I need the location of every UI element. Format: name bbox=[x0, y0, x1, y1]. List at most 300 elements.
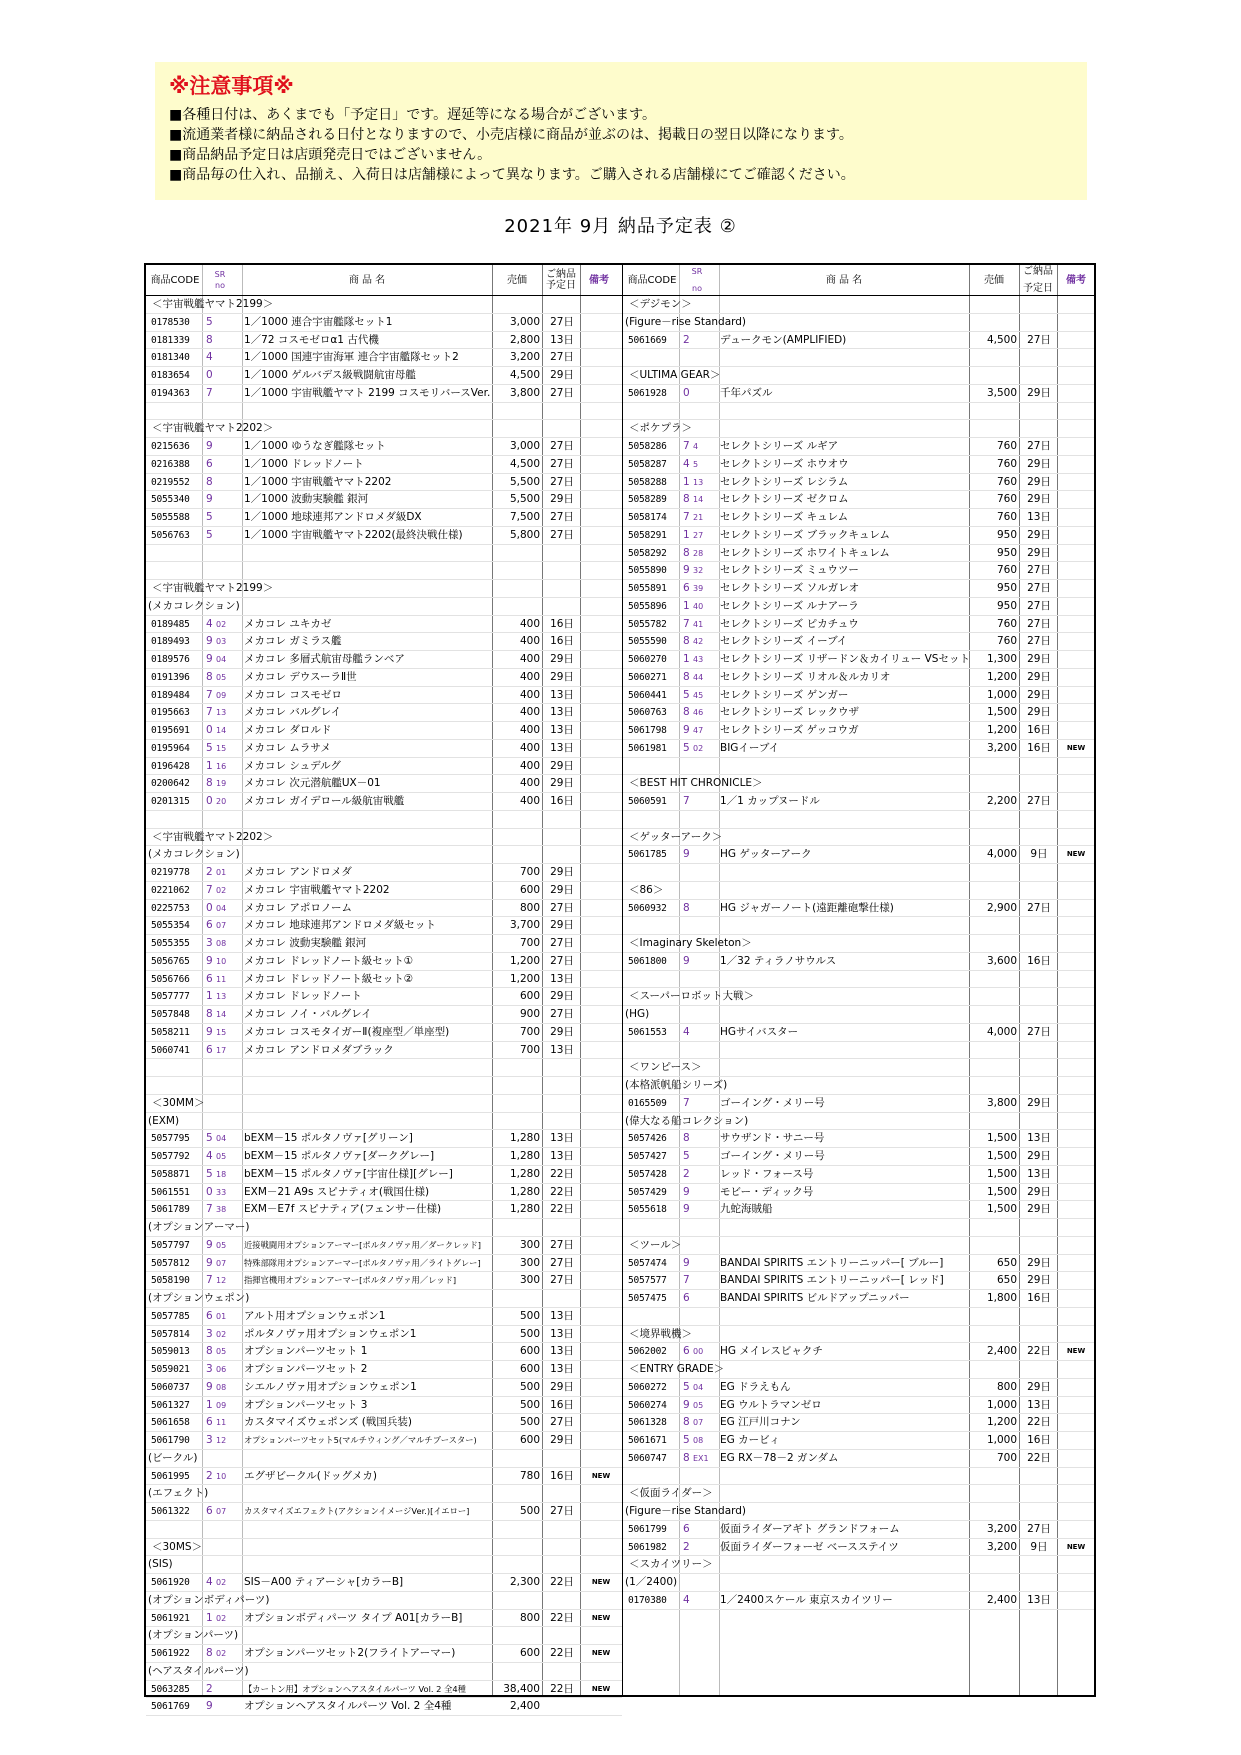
subsection-title: (1／2400) bbox=[625, 1576, 678, 1588]
table-row bbox=[623, 1272, 1094, 1290]
table-row bbox=[623, 953, 1094, 971]
table-row bbox=[623, 1290, 1094, 1308]
product-code: 0195691 bbox=[151, 725, 190, 736]
product-code: 5061928 bbox=[628, 387, 667, 399]
delivery-date: 29日 bbox=[550, 1434, 574, 1446]
section-row bbox=[146, 296, 622, 314]
product-name: 1／1 カップヌードル bbox=[720, 795, 820, 807]
series-number: 10 bbox=[216, 956, 227, 966]
series-number: 13 bbox=[216, 992, 227, 1002]
check-digit: 6 bbox=[683, 1292, 690, 1304]
table-row bbox=[623, 385, 1094, 403]
series-number: 41 bbox=[693, 619, 704, 629]
price: 800 bbox=[996, 1380, 1017, 1393]
product-code: 5061981 bbox=[628, 742, 667, 754]
series-number: 39 bbox=[693, 584, 704, 593]
check-digit: 2 bbox=[683, 1540, 690, 1553]
section-title: ＜スーパーロボット大戦＞ bbox=[629, 990, 754, 1003]
delivery-date: 29日 bbox=[1027, 1203, 1051, 1216]
check-digit: 9 bbox=[683, 724, 690, 736]
check-digit: 7 bbox=[206, 688, 213, 701]
header-price: 売価 bbox=[984, 274, 1004, 286]
product-code: 5055354 bbox=[151, 920, 190, 932]
check-digit: 6 bbox=[206, 1416, 213, 1429]
section-row bbox=[623, 935, 1094, 953]
product-name: セレクトシリーズ ホワイトキュレム bbox=[720, 546, 890, 559]
subsection-title: (オプションアーマー) bbox=[148, 1221, 250, 1233]
section-title: ＜BEST HIT CHRONICLE＞ bbox=[629, 777, 763, 790]
product-name: EG ドラえもん bbox=[720, 1380, 791, 1393]
product-name: セレクトシリーズ イーブイ bbox=[720, 635, 848, 648]
series-number: 07 bbox=[693, 1418, 704, 1428]
delivery-date: 22日 bbox=[550, 1682, 574, 1695]
series-number: 02 bbox=[216, 1613, 227, 1623]
price: 300 bbox=[519, 1274, 540, 1287]
table-row bbox=[146, 1574, 622, 1592]
table-row bbox=[623, 1343, 1094, 1361]
section-title: ＜宇宙戦艦ヤマト2199＞ bbox=[152, 582, 274, 594]
product-code: 0225753 bbox=[151, 902, 190, 914]
product-name: 指揮官機用オプションアーマー[ポルタノヴァ用／レッド] bbox=[244, 1275, 457, 1286]
check-digit: 0 bbox=[206, 369, 213, 381]
check-digit: 4 bbox=[683, 1593, 690, 1606]
check-digit: 9 bbox=[683, 1256, 690, 1269]
check-digit: 9 bbox=[206, 1256, 213, 1269]
check-digit: 1 bbox=[683, 653, 690, 665]
table-row bbox=[146, 474, 622, 492]
section-title: ＜Imaginary Skeleton＞ bbox=[629, 937, 752, 949]
product-name: 仮面ライダーフォーゼ ベースステイツ bbox=[720, 1540, 899, 1553]
check-digit: 4 bbox=[206, 351, 213, 364]
product-name: 1／1000 ゆうなぎ艦隊セット bbox=[244, 440, 386, 452]
check-digit: 7 bbox=[683, 511, 690, 523]
product-code: 0221062 bbox=[151, 884, 190, 896]
product-name: オプションボディパーツ タイプ A01[カラーB] bbox=[244, 1611, 463, 1624]
check-digit: 5 bbox=[206, 1132, 213, 1145]
check-digit: 5 bbox=[206, 528, 213, 541]
delivery-date: 27日 bbox=[550, 315, 574, 328]
new-badge: NEW bbox=[1066, 850, 1086, 859]
price: 760 bbox=[996, 617, 1017, 630]
delivery-date: 22日 bbox=[550, 1167, 574, 1180]
price: 2,400 bbox=[986, 1593, 1017, 1606]
price: 1,500 bbox=[986, 1150, 1017, 1162]
product-name: 1／1000 宇宙戦艦ヤマト 2199 コスモリバースVer. bbox=[244, 386, 491, 399]
check-digit: 4 bbox=[683, 1025, 690, 1038]
blank-row bbox=[146, 1521, 622, 1539]
product-name: メカコレ コスモゼロ bbox=[244, 688, 342, 701]
product-code: 0165509 bbox=[628, 1097, 667, 1109]
product-code: 5061669 bbox=[628, 334, 667, 346]
delivery-date: 29日 bbox=[1027, 546, 1051, 559]
price: 1,200 bbox=[986, 670, 1017, 683]
delivery-date: 16日 bbox=[1027, 724, 1051, 736]
series-number: 12 bbox=[216, 1276, 227, 1286]
check-digit: 8 bbox=[683, 1451, 690, 1464]
section-row bbox=[623, 1237, 1094, 1255]
delivery-date: 13日 bbox=[550, 741, 574, 754]
check-digit: 8 bbox=[683, 670, 690, 683]
product-name: SIS－A00 ティアーシャ[カラーB] bbox=[244, 1576, 404, 1588]
product-code: 5058291 bbox=[628, 529, 667, 541]
delivery-date: 13日 bbox=[1027, 511, 1051, 523]
blank-row bbox=[146, 545, 622, 563]
product-code: 5061798 bbox=[628, 725, 667, 736]
product-name: BANDAI SPIRITS ビルドアップニッパー bbox=[720, 1292, 910, 1304]
check-digit: 9 bbox=[206, 954, 213, 967]
subsection-row bbox=[146, 598, 622, 616]
price: 4,500 bbox=[509, 457, 540, 470]
blank-row bbox=[146, 1059, 622, 1077]
series-number: 16 bbox=[216, 761, 227, 771]
product-name: 1／32 ティラノサウルス bbox=[720, 954, 837, 967]
series-number: 44 bbox=[693, 672, 704, 682]
product-name: BIGイーブイ bbox=[720, 741, 779, 754]
series-number: 40 bbox=[693, 601, 704, 611]
table-row bbox=[146, 1645, 622, 1663]
subsection-title: (Figure－rise Standard) bbox=[625, 1505, 747, 1517]
price: 1,300 bbox=[986, 653, 1017, 665]
table-row bbox=[146, 1148, 622, 1166]
delivery-date: 13日 bbox=[550, 333, 574, 346]
price: 600 bbox=[519, 883, 540, 896]
series-number: 20 bbox=[216, 797, 227, 806]
price: 2,400 bbox=[986, 1345, 1017, 1358]
product-name: bEXM－15 ポルタノヴァ[宇宙仕様][グレー] bbox=[244, 1167, 453, 1180]
subsection-title: (SIS) bbox=[148, 1558, 173, 1571]
product-name: BANDAI SPIRITS エントリーニッパー[ レッド] bbox=[720, 1274, 944, 1287]
delivery-date: 13日 bbox=[550, 1309, 574, 1322]
delivery-date: 27日 bbox=[550, 954, 574, 967]
delivery-date: 29日 bbox=[1027, 528, 1051, 541]
price: 1,000 bbox=[986, 1398, 1017, 1411]
price: 800 bbox=[519, 901, 540, 914]
product-name: カスタマイズウェポンズ (戦国兵装) bbox=[244, 1416, 412, 1429]
section-title: ＜仮面ライダー＞ bbox=[629, 1487, 713, 1500]
delivery-date: 27日 bbox=[550, 1256, 574, 1269]
section-title: ＜宇宙戦艦ヤマト2202＞ bbox=[152, 422, 274, 435]
product-code: 5061551 bbox=[151, 1186, 190, 1198]
check-digit: 9 bbox=[683, 1185, 690, 1198]
subsection-title: (ヘアスタイルパーツ) bbox=[148, 1664, 249, 1677]
product-name: セレクトシリーズ ゲンガー bbox=[720, 688, 849, 701]
section-row bbox=[623, 1485, 1094, 1503]
series-number: 14 bbox=[693, 495, 704, 505]
subsection-title: (Figure－rise Standard) bbox=[625, 315, 747, 328]
check-digit: 8 bbox=[683, 635, 690, 648]
delivery-date: 29日 bbox=[1027, 706, 1051, 719]
price: 1,500 bbox=[986, 1167, 1017, 1180]
table-row bbox=[623, 704, 1094, 722]
check-digit: 9 bbox=[206, 653, 213, 665]
blank-row bbox=[623, 349, 1094, 367]
product-code: 5063285 bbox=[151, 1683, 190, 1695]
delivery-date: 29日 bbox=[1027, 653, 1051, 665]
table-rows bbox=[623, 296, 1094, 1610]
series-number: 01 bbox=[216, 1311, 227, 1321]
series-number: 09 bbox=[216, 1400, 227, 1410]
delivery-date: 27日 bbox=[550, 475, 574, 488]
section-row bbox=[146, 420, 622, 438]
check-digit: 1 bbox=[683, 599, 690, 612]
product-name: 1／1000 ドレッドノート bbox=[244, 457, 364, 470]
price: 2,400 bbox=[509, 1700, 540, 1713]
price: 3,200 bbox=[986, 1522, 1017, 1535]
delivery-date: 29日 bbox=[1027, 1185, 1051, 1198]
table-row bbox=[146, 687, 622, 705]
blank-row bbox=[146, 403, 622, 421]
check-digit: 8 bbox=[683, 706, 690, 719]
check-digit: 8 bbox=[206, 670, 213, 683]
product-code: 0201315 bbox=[151, 796, 190, 807]
product-code: 0183654 bbox=[151, 370, 190, 381]
product-code: 5062002 bbox=[628, 1346, 667, 1358]
product-name: 1／1000 波動実験艦 銀河 bbox=[244, 493, 369, 506]
product-name: BANDAI SPIRITS エントリーニッパー[ ブルー] bbox=[720, 1256, 944, 1269]
product-name: カスタマイズエフェクト(アクションイメージVer.)[イエロー] bbox=[244, 1506, 470, 1516]
table-row bbox=[146, 1343, 622, 1361]
section-row bbox=[623, 882, 1094, 900]
price: 4,000 bbox=[986, 1025, 1017, 1038]
delivery-date: 22日 bbox=[1027, 1416, 1051, 1429]
product-name: bEXM－15 ポルタノヴァ[ダークグレー] bbox=[244, 1150, 435, 1162]
product-name: 1／1000 地球連邦アンドロメダ級DX bbox=[244, 511, 422, 523]
product-name: EXM－21 A9s スピナティオ(戦国仕様) bbox=[244, 1185, 430, 1198]
table-row bbox=[623, 1255, 1094, 1273]
product-name: メカコレ ユキカゼ bbox=[244, 617, 332, 630]
product-name: レッド・フォース号 bbox=[720, 1167, 814, 1180]
check-digit: 0 bbox=[206, 901, 213, 914]
price: 1,800 bbox=[986, 1292, 1017, 1304]
product-code: 0178530 bbox=[151, 316, 190, 328]
series-number: 17 bbox=[216, 1045, 227, 1055]
section-row bbox=[146, 1095, 622, 1113]
price: 7,500 bbox=[509, 511, 540, 523]
product-name: メカコレ 多層式航宙母艦ランベア bbox=[244, 653, 405, 665]
price: 5,800 bbox=[509, 528, 540, 541]
delivery-date: 22日 bbox=[1027, 1345, 1051, 1358]
header-sr: SR no bbox=[214, 270, 226, 290]
product-code: 5058174 bbox=[628, 512, 667, 523]
product-name: オプションパーツセット 1 bbox=[244, 1345, 368, 1358]
delivery-date: 29日 bbox=[1027, 475, 1051, 488]
product-name: メカコレ ガイデロール級航宙戦艦 bbox=[244, 795, 405, 807]
product-name: メカコレ アポロノーム bbox=[244, 901, 353, 914]
product-name: 特殊部隊用オプションアーマー[ポルタノヴァ用／ライトグレー] bbox=[244, 1257, 481, 1268]
delivery-date: 27日 bbox=[550, 528, 574, 541]
product-code: 5057785 bbox=[151, 1310, 190, 1322]
table-row bbox=[623, 687, 1094, 705]
series-number: 45 bbox=[693, 690, 704, 700]
table-row bbox=[146, 491, 622, 509]
table-row bbox=[146, 1610, 622, 1628]
check-digit: 8 bbox=[683, 901, 690, 914]
table-row bbox=[623, 1539, 1094, 1557]
section-title: ＜宇宙戦艦ヤマト2199＞ bbox=[152, 298, 274, 310]
price: 950 bbox=[996, 546, 1017, 559]
delivery-date: 29日 bbox=[550, 670, 574, 683]
price: 800 bbox=[519, 1611, 540, 1624]
price: 500 bbox=[519, 1416, 540, 1429]
product-code: 0189484 bbox=[151, 689, 190, 701]
delivery-date: 13日 bbox=[550, 688, 574, 701]
series-number: 47 bbox=[693, 726, 704, 735]
product-code: 5060274 bbox=[628, 1399, 667, 1411]
price: 700 bbox=[519, 1025, 540, 1038]
delivery-date: 29日 bbox=[1027, 1380, 1051, 1393]
blank-row bbox=[623, 758, 1094, 776]
table-row bbox=[623, 1095, 1094, 1113]
product-code: 5056765 bbox=[151, 955, 190, 967]
series-number: 33 bbox=[216, 1187, 227, 1197]
table-row bbox=[146, 314, 622, 332]
price: 3,800 bbox=[509, 386, 540, 399]
price: 760 bbox=[996, 457, 1017, 470]
delivery-date: 29日 bbox=[550, 653, 574, 665]
section-title: ＜ゲッターアーク＞ bbox=[629, 830, 723, 843]
series-number: 02 bbox=[216, 885, 227, 895]
delivery-date: 13日 bbox=[1027, 1167, 1051, 1180]
product-code: 5055618 bbox=[628, 1204, 667, 1216]
table-row bbox=[146, 527, 622, 545]
price: 38,400 bbox=[503, 1682, 540, 1695]
series-number: 05 bbox=[216, 1347, 227, 1357]
price: 400 bbox=[519, 724, 540, 736]
series-number: 09 bbox=[216, 690, 227, 700]
series-number: 04 bbox=[693, 1382, 704, 1392]
product-code: 5058286 bbox=[628, 441, 667, 452]
series-number: 07 bbox=[216, 1507, 227, 1516]
new-badge: NEW bbox=[591, 1684, 611, 1693]
product-name: 1／1000 宇宙戦艦ヤマト2202 bbox=[244, 475, 392, 488]
table-row bbox=[623, 438, 1094, 456]
delivery-date: 29日 bbox=[550, 1380, 574, 1393]
table-row bbox=[146, 988, 622, 1006]
product-name: 1／1000 宇宙戦艦ヤマト2202(最終決戦仕様) bbox=[244, 528, 463, 541]
check-digit: 5 bbox=[206, 511, 213, 523]
product-code: 5061799 bbox=[628, 1523, 667, 1535]
table-row bbox=[623, 1148, 1094, 1166]
price: 1,500 bbox=[986, 1132, 1017, 1145]
price: 600 bbox=[519, 990, 540, 1003]
price: 400 bbox=[519, 741, 540, 754]
table-row bbox=[623, 669, 1094, 687]
price: 3,000 bbox=[509, 315, 540, 328]
subsection-title: (オプションパーツ) bbox=[148, 1629, 239, 1642]
product-code: 5057428 bbox=[628, 1168, 667, 1180]
check-digit: 5 bbox=[206, 1167, 213, 1180]
series-number: 02 bbox=[216, 1649, 227, 1658]
section-title: ＜ツール＞ bbox=[629, 1238, 682, 1251]
new-badge: NEW bbox=[1066, 1542, 1086, 1551]
new-badge: NEW bbox=[591, 1613, 611, 1622]
product-name: EXM－E7f スピナティア(フェンサー仕様) bbox=[244, 1203, 442, 1216]
series-number: 08 bbox=[216, 939, 227, 948]
product-code: 0170380 bbox=[628, 1594, 667, 1606]
product-name: セレクトシリーズ ルナアーラ bbox=[720, 599, 859, 612]
price: 1,280 bbox=[509, 1167, 540, 1180]
delivery-date: 27日 bbox=[550, 937, 574, 949]
product-code: 5061658 bbox=[151, 1417, 190, 1429]
delivery-date: 27日 bbox=[1027, 617, 1051, 630]
check-digit: 9 bbox=[683, 1398, 690, 1411]
product-name: メカコレ ムラサメ bbox=[244, 741, 331, 754]
subsection-title: (偉大なる船コレクション) bbox=[625, 1114, 749, 1127]
delivery-date: 27日 bbox=[1027, 1522, 1051, 1535]
product-name: アルト用オプションウェポン1 bbox=[244, 1309, 386, 1322]
product-name: オプションヘアスタイルパーツ Vol. 2 全4種 bbox=[244, 1700, 452, 1713]
delivery-date: 29日 bbox=[550, 777, 574, 790]
table-row bbox=[146, 385, 622, 403]
delivery-date: 27日 bbox=[550, 1274, 574, 1287]
series-number: 02 bbox=[693, 743, 704, 753]
blank-row bbox=[146, 811, 622, 829]
check-digit: 7 bbox=[206, 1274, 213, 1287]
section-title: ＜スカイツリー＞ bbox=[629, 1558, 713, 1571]
product-name: メカコレ デウスーラⅡ世 bbox=[244, 670, 357, 683]
blank-row bbox=[623, 864, 1094, 882]
price: 1,200 bbox=[509, 972, 540, 985]
section-title: ＜デジモン＞ bbox=[629, 298, 692, 310]
series-number: 21 bbox=[693, 513, 704, 522]
series-number: 14 bbox=[216, 1010, 227, 1019]
price: 3,600 bbox=[986, 954, 1017, 967]
price: 500 bbox=[519, 1380, 540, 1393]
check-digit: 1 bbox=[206, 1398, 213, 1411]
product-name: 千年パズル bbox=[720, 386, 773, 399]
delivery-date: 13日 bbox=[550, 706, 574, 719]
product-name: HG ゲッターアーク bbox=[720, 848, 812, 861]
table-row bbox=[146, 1237, 622, 1255]
check-digit: 9 bbox=[206, 1025, 213, 1038]
subsection-row bbox=[146, 1290, 622, 1308]
product-name: メカコレ ダロルド bbox=[244, 724, 332, 736]
product-code: 0219552 bbox=[151, 476, 190, 488]
product-code: 5061553 bbox=[628, 1026, 667, 1038]
product-code: 5058211 bbox=[151, 1026, 190, 1038]
check-digit: 4 bbox=[206, 617, 213, 630]
price: 400 bbox=[519, 795, 540, 807]
table-rows bbox=[146, 296, 622, 1716]
price: 400 bbox=[519, 688, 540, 701]
table-row bbox=[146, 1698, 622, 1716]
price: 400 bbox=[519, 653, 540, 665]
series-number: 19 bbox=[216, 779, 227, 789]
check-digit: 6 bbox=[206, 972, 213, 985]
subsection-title: (本格派帆船シリーズ) bbox=[625, 1079, 728, 1091]
product-code: 5061328 bbox=[628, 1417, 667, 1429]
product-name: EG RX－78－2 ガンダム bbox=[720, 1451, 839, 1464]
product-code: 5055891 bbox=[628, 583, 667, 594]
check-digit: 9 bbox=[206, 635, 213, 648]
section-row bbox=[623, 367, 1094, 385]
product-name: セレクトシリーズ ブラックキュレム bbox=[720, 528, 890, 541]
product-code: 0181339 bbox=[151, 334, 190, 346]
product-name: ポルタノヴァ用オプションウェポン1 bbox=[244, 1327, 417, 1340]
product-code: 5055340 bbox=[151, 494, 190, 506]
price: 3,200 bbox=[986, 1540, 1017, 1553]
product-code: 5055890 bbox=[628, 565, 667, 577]
product-name: セレクトシリーズ ミュウツー bbox=[720, 564, 859, 577]
product-name: EG 江戸川コナン bbox=[720, 1416, 801, 1429]
subsection-title: (EXM) bbox=[148, 1114, 180, 1127]
check-digit: 0 bbox=[206, 1185, 213, 1198]
product-name: セレクトシリーズ リザードン＆カイリュー VSセット bbox=[720, 653, 970, 665]
series-number: 14 bbox=[216, 726, 227, 735]
delivery-date: 27日 bbox=[1027, 795, 1051, 807]
price: 700 bbox=[996, 1451, 1017, 1464]
header-note: 備考 bbox=[589, 274, 609, 286]
